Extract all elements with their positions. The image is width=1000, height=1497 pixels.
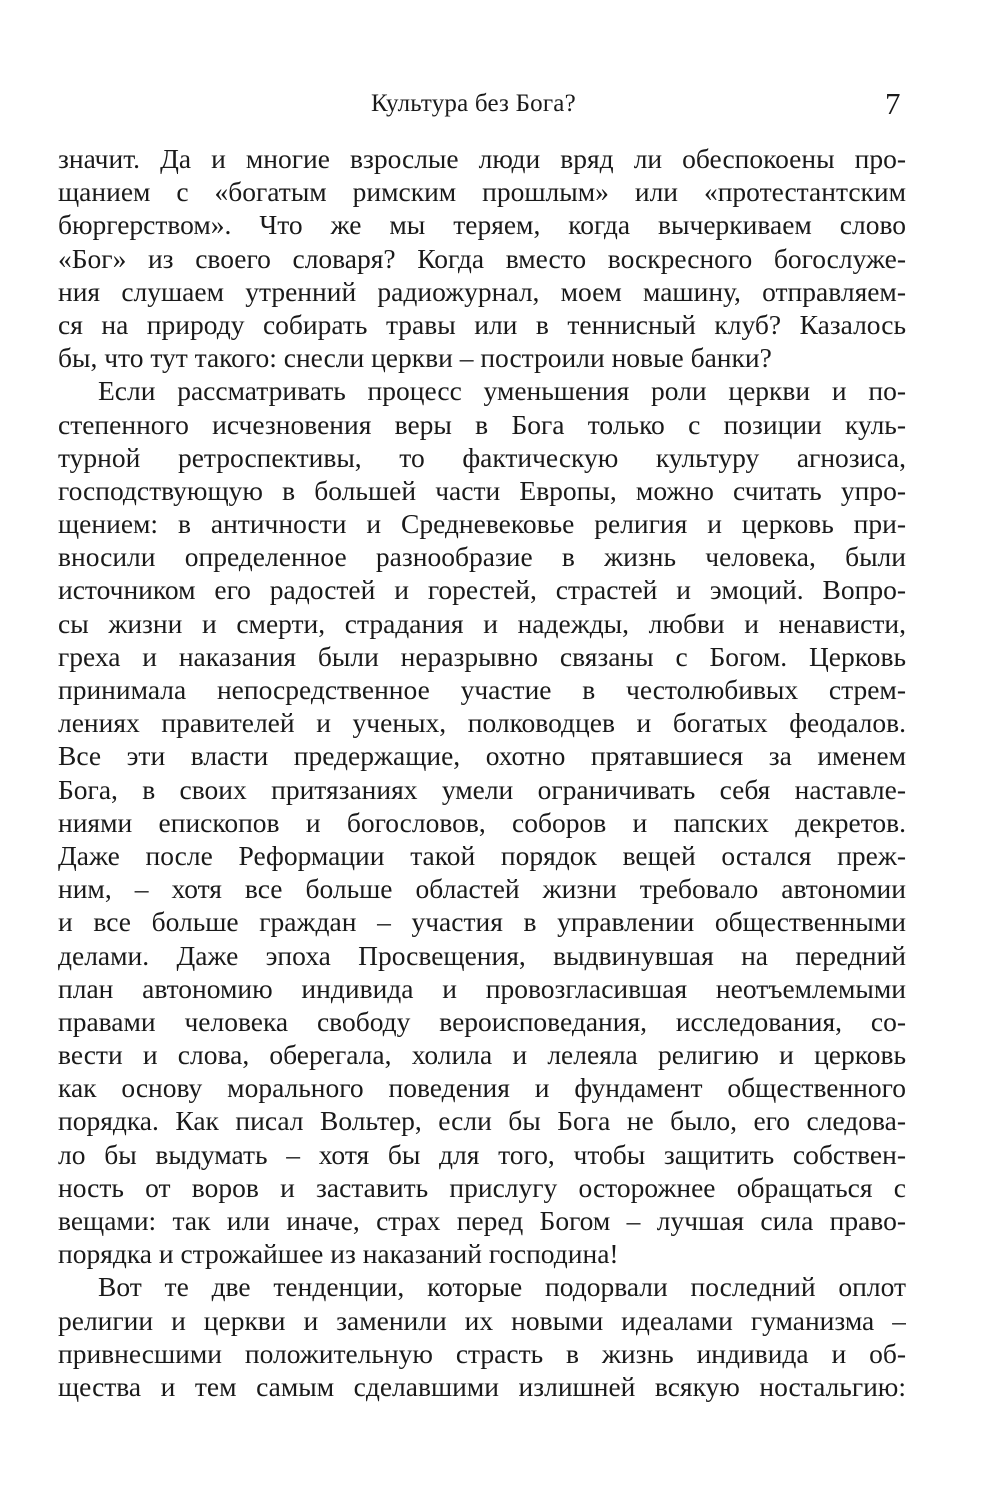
text-line: план автономию индивида и провозгласившая неотъемлемыми	[58, 972, 906, 1004]
running-title: Культура без Бога?	[371, 90, 576, 117]
text-line: ся на природу собирать травы или в теннисный клуб? Казалось	[58, 308, 906, 340]
text-line: источником его радостей и горестей, страстей и эмоций. Вопро-	[58, 574, 906, 606]
text-line: ния слушаем утренний радиожурнал, моем машину, отправляем-	[58, 275, 906, 307]
text-line: ло бы выдумать – хотя бы для того, чтобы защитить собствен-	[58, 1138, 906, 1170]
paragraph-3	[58, 1270, 906, 1403]
text-line: делами. Даже эпоха Просвещения, выдвинувшая на передний	[58, 939, 906, 971]
text-line: вести и слова, оберегала, холила и лелеяла религию и церковь	[58, 1039, 906, 1071]
text-line: «Бог» из своего словаря? Когда вместо воскресного богослуже-	[58, 242, 906, 274]
text-line: щением: в античности и Средневековье религия и церковь при-	[58, 508, 906, 540]
text-line: ниями епископов и богословов, соборов и папских декретов.	[58, 806, 906, 838]
text-line: щанием с «богатым римским прошлым» или «протестантским	[58, 176, 906, 208]
text-line: лениях правителей и ученых, полководцев и богатых феодалов.	[58, 707, 906, 739]
paragraph-1	[58, 142, 906, 374]
text-line: вещами: так или иначе, страх перед Богом – лучшая сила право-	[58, 1205, 906, 1236]
paragraph-2	[58, 374, 906, 1270]
text-line: ность от воров и заставить прислугу осторожнее обращаться с	[58, 1171, 906, 1203]
text-line: господствующую в большей части Европы, можно считать упро-	[58, 474, 906, 506]
body-text	[58, 142, 906, 1403]
text-line: щества и тем самым сделавшими излишней всякую ностальгию:	[58, 1370, 906, 1402]
text-line: как основу морального поведения и фундамент общественного	[58, 1072, 906, 1104]
text-line: ним, – хотя все больше областей жизни требовало автономии	[58, 873, 906, 905]
text-line: вносили определенное разнообразие в жизнь человека, были	[58, 541, 906, 573]
text-line: Все эти власти предержащие, охотно прятавшиеся за именем	[58, 740, 906, 772]
text-line: и все больше граждан – участия в управлении общественными	[58, 906, 906, 938]
text-line: Вот те две тенденции, которые подорвали последний оплот	[98, 1271, 906, 1303]
text-line: Даже после Реформации такой порядок вещей остался преж-	[58, 839, 906, 871]
page-number: 7	[885, 86, 901, 121]
text-line: Бога, в своих притязаниях умели ограничивать себя наставле-	[58, 773, 906, 805]
text-line: привнесшими положительную страсть в жизнь индивида и об-	[58, 1337, 906, 1369]
text-line: сы жизни и смерти, страдания и надежды, любви и ненависти,	[58, 607, 906, 639]
running-head	[0, 86, 1000, 122]
text-line: порядка и строжайшее из наказаний господина!	[58, 1238, 619, 1270]
text-line: бы, что тут такого: снесли церкви – построили новые банки?	[58, 342, 772, 374]
text-line: Если рассматривать процесс уменьшения роли церкви и по-	[98, 375, 906, 407]
text-line: греха и наказания были неразрывно связаны с Богом. Церковь	[58, 640, 906, 672]
text-line: значит. Да и многие взрослые люди вряд ли обеспокоены про-	[58, 143, 906, 174]
text-line: правами человека свободу вероисповедания, исследования, со-	[58, 1005, 906, 1037]
text-line: порядка. Как писал Вольтер, если бы Бога не было, его следова-	[58, 1105, 906, 1137]
text-line: турной ретроспективы, то фактическую культуру агнозиса,	[58, 441, 906, 473]
text-line: религии и церкви и заменили их новыми идеалами гуманизма –	[58, 1304, 906, 1336]
text-line: степенного исчезновения веры в Бога только с позиции куль-	[58, 408, 906, 440]
text-line: принимала непосредственное участие в честолюбивых стрем-	[58, 674, 906, 705]
text-line: бюргерством». Что же мы теряем, когда вычеркиваем слово	[58, 209, 906, 241]
